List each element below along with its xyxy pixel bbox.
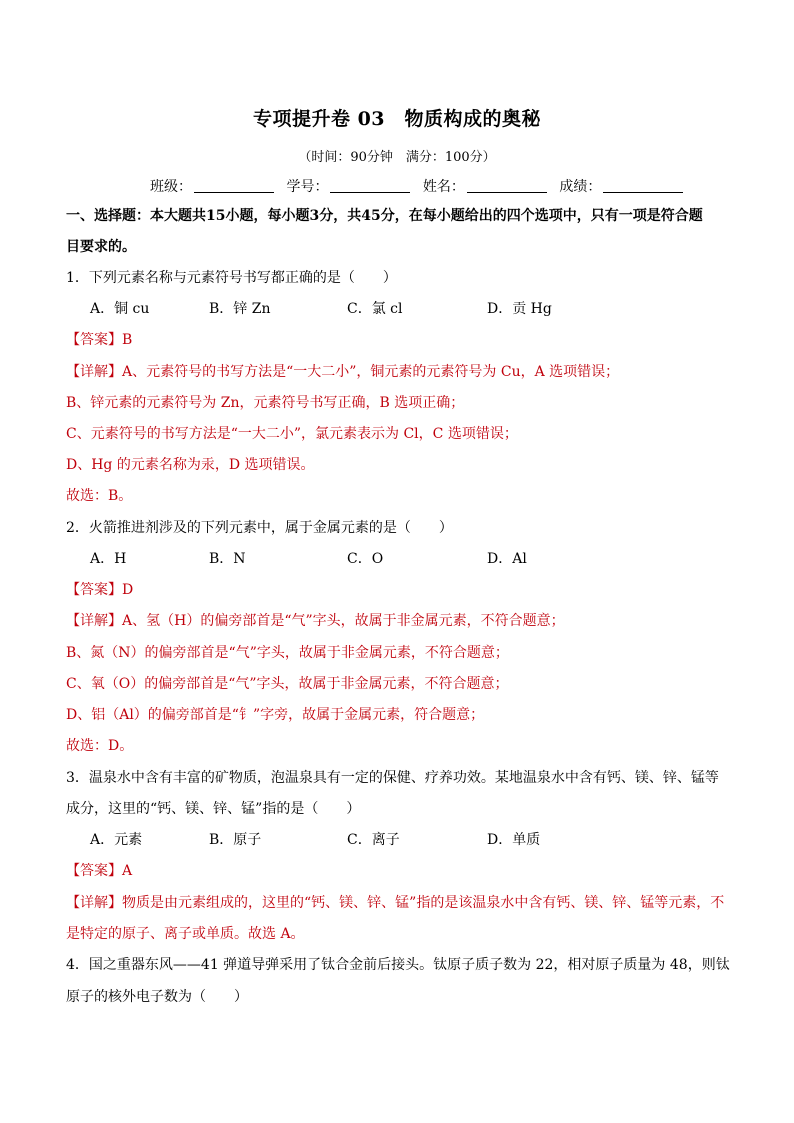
- detail-text: 物质是由元素组成的，这里的“钙、镁、锌、锰”指的是该温泉水中含有钙、镁、锌、锰等元素，不: [122, 895, 725, 911]
- section-heading-cont: 目要求的。: [66, 239, 136, 255]
- question-2-stem: 2．火箭推进剂涉及的下列元素中，属于金属元素的是（ ）: [66, 520, 453, 536]
- q2-detail-5: 故选：D。: [66, 738, 134, 754]
- score-blank[interactable]: [603, 178, 683, 193]
- q2-option-b: B．N: [209, 551, 246, 567]
- student-id-blank[interactable]: [330, 178, 410, 193]
- page-title: 专项提升卷 03 物质构成的奥秘: [252, 108, 542, 130]
- student-info-row: [150, 176, 691, 196]
- q1-option-a: A．铜 cu: [90, 301, 150, 317]
- q1-option-d: D．贡 Hg: [487, 301, 552, 317]
- answer-tag: 【答案】: [66, 863, 122, 879]
- answer-value: D: [122, 582, 134, 598]
- detail-tag: 【详解】: [66, 895, 122, 911]
- question-1-stem: 1．下列元素名称与元素符号书写都正确的是（ ）: [66, 270, 397, 286]
- answer-tag: 【答案】: [66, 582, 122, 598]
- question-4-stem-cont: 原子的核外电子数为（ ）: [66, 989, 248, 1005]
- detail-tag: 【详解】: [66, 613, 122, 629]
- q1-detail-4: D、Hg 的元素名称为汞，D 选项错误。: [66, 457, 315, 473]
- name-label: 姓名：: [422, 179, 465, 195]
- q2-option-a: A．H: [90, 551, 127, 567]
- q1-detail-2: B、锌元素的元素符号为 Zn，元素符号书写正确，B 选项正确；: [66, 395, 465, 411]
- q3-option-b: B．原子: [209, 832, 262, 848]
- q2-option-d: D．Al: [487, 551, 527, 567]
- exam-meta: （时间：90分钟 满分：100分）: [298, 150, 496, 165]
- q1-option-b: B．锌 Zn: [209, 301, 271, 317]
- q1-detail-1: [66, 362, 619, 382]
- q1-answer: [66, 330, 132, 350]
- q3-detail-2: 是特定的原子、离子或单质。故选 A。: [66, 926, 305, 942]
- answer-tag: 【答案】: [66, 332, 122, 348]
- section-heading: 一、选择题：本大题共15小题，每小题3分，共45分，在每小题给出的四个选项中，只有一项是符合题: [66, 208, 703, 224]
- q1-detail-3: C、元素符号的书写方法是“一大二小”，氯元素表示为 Cl，C 选项错误；: [66, 426, 518, 442]
- question-3-stem: 3．温泉水中含有丰富的矿物质，泡温泉具有一定的保健、疗养功效。某地温泉水中含有钙、镁、锌、锰等: [66, 770, 719, 786]
- question-3-stem-cont: 成分，这里的“钙、镁、锌、锰”指的是（ ）: [66, 801, 361, 817]
- q2-option-c: C．O: [347, 551, 384, 567]
- detail-tag: 【详解】: [66, 364, 122, 380]
- answer-value: A: [122, 863, 133, 879]
- q1-detail-5: 故选：B。: [66, 488, 133, 504]
- class-label: 班级：: [150, 179, 192, 195]
- student-id-label: 学号：: [286, 179, 329, 195]
- detail-text: A、氢（H）的偏旁部首是“气”字头，故属于非金属元素，不符合题意；: [122, 613, 565, 629]
- class-blank[interactable]: [194, 178, 274, 193]
- score-label: 成绩：: [559, 179, 602, 195]
- q2-detail-4: D、铝（Al）的偏旁部首是“钅”字旁，故属于金属元素，符合题意；: [66, 707, 485, 723]
- q3-detail-1: [66, 893, 724, 913]
- q3-option-c: C．离子: [347, 832, 400, 848]
- q2-detail-1: [66, 611, 565, 631]
- answer-value: B: [122, 332, 133, 348]
- q2-answer: [66, 580, 133, 600]
- q2-detail-2: B、氮（N）的偏旁部首是“气”字头，故属于非金属元素，不符合题意；: [66, 645, 509, 661]
- name-blank[interactable]: [467, 178, 547, 193]
- q2-detail-3: C、氧（O）的偏旁部首是“气”字头，故属于非金属元素，不符合题意；: [66, 676, 509, 692]
- question-4-stem: 4．国之重器东风——41 弹道导弹采用了钛合金前后接头。钛原子质子数为 22，相对原子质量为 48，则钛: [66, 957, 730, 973]
- detail-text: A、元素符号的书写方法是“一大二小”，铜元素的元素符号为 Cu，A 选项错误；: [122, 364, 620, 380]
- q3-option-a: A．元素: [90, 832, 143, 848]
- q3-answer: [66, 861, 132, 881]
- q1-option-c: C．氯 cl: [347, 301, 403, 317]
- q3-option-d: D．单质: [487, 832, 541, 848]
